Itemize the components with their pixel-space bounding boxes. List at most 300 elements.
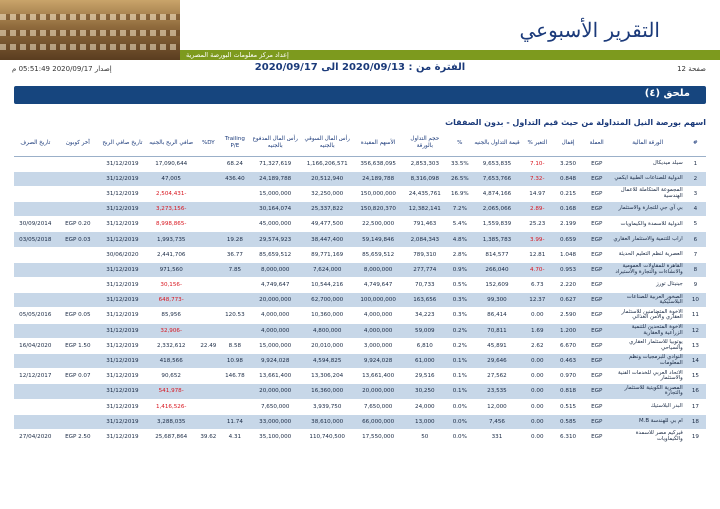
table-cell: 26.5%: [447, 171, 472, 186]
table-cell: [14, 262, 57, 277]
table-cell: [14, 247, 57, 262]
table-cell: 32,250,000: [301, 186, 354, 201]
table-cell: 0.215: [553, 186, 583, 201]
table-cell: 29,574,923: [250, 232, 301, 247]
table-cell: 2.8%: [447, 247, 472, 262]
table-cell: 62,700,000: [301, 293, 354, 308]
table-cell: 31/12/2019: [99, 293, 146, 308]
table-cell: 971,560: [146, 262, 197, 277]
column-header: تاريخ الصرف: [14, 130, 57, 156]
table-row: [14, 399, 706, 414]
table-cell: 277,774: [403, 262, 448, 277]
banner-strip: [180, 50, 720, 60]
table-cell: 14: [685, 353, 706, 368]
table-cell: EGP: [583, 384, 611, 399]
table-cell: [197, 156, 220, 171]
table-cell: 20,000,000: [354, 384, 403, 399]
table-cell: EGP: [583, 369, 611, 384]
table-cell: -30,156: [146, 278, 197, 293]
table-cell: EGP: [583, 186, 611, 201]
table-cell: 31/12/2019: [99, 399, 146, 414]
table-row: [14, 429, 706, 444]
table-cell: 16: [685, 384, 706, 399]
table-cell: EGP: [583, 202, 611, 217]
table-cell: 10,360,000: [301, 308, 354, 323]
table-cell: 0.9%: [447, 262, 472, 277]
table-cell: 2: [685, 171, 706, 186]
table-cell: EGP 0.05: [57, 308, 99, 323]
table-cell: 12/12/2017: [14, 369, 57, 384]
table-cell: الصخور العربية للصناعات البلاستيكية: [611, 293, 685, 308]
table-cell: EGP 2.50: [57, 429, 99, 444]
table-cell: 45,000,000: [250, 217, 301, 232]
table-cell: 0.627: [553, 293, 583, 308]
table-cell: 33.5%: [447, 156, 472, 171]
table-cell: 436.40: [220, 171, 250, 186]
table-cell: 31/12/2019: [99, 308, 146, 323]
table-cell: 3.250: [553, 156, 583, 171]
table-cell: 0.00: [521, 399, 553, 414]
table-cell: [220, 384, 250, 399]
table-cell: 22,500,000: [354, 217, 403, 232]
column-header: رأس المال السوقي بالجنيه: [301, 130, 354, 156]
table-cell: اراب للتنمية والاستثمار العقاري: [611, 232, 685, 247]
table-cell: 0.168: [553, 202, 583, 217]
table-cell: 45,891: [473, 338, 522, 353]
table-cell: 100,000,000: [354, 293, 403, 308]
table-cell: 6: [685, 232, 706, 247]
table-cell: 0.2%: [447, 323, 472, 338]
table-cell: [14, 353, 57, 368]
table-cell: [57, 414, 99, 429]
table-cell: [197, 353, 220, 368]
table-cell: 0.2%: [447, 338, 472, 353]
table-cell: 03/05/2018: [14, 232, 57, 247]
table-cell: 86,414: [473, 308, 522, 323]
table-cell: [197, 414, 220, 429]
table-cell: 71,327,619: [250, 156, 301, 171]
table-cell: 12,382,141: [403, 202, 448, 217]
table-cell: [197, 384, 220, 399]
exchange-floor-photo: [0, 0, 180, 60]
table-cell: -2.89: [521, 202, 553, 217]
table-cell: EGP: [583, 414, 611, 429]
table-cell: فيركيم مصر للاسمدة والكيماويات: [611, 429, 685, 444]
column-header: صافي الربح بالجنيه: [146, 130, 197, 156]
table-cell: 6,810: [403, 338, 448, 353]
table-cell: الاتحاد العربي للخدمات الفنية والاستثمار: [611, 369, 685, 384]
column-header: إقفال: [553, 130, 583, 156]
table-cell: 9,924,028: [354, 353, 403, 368]
table-cell: 0.953: [553, 262, 583, 277]
table-row: [14, 217, 706, 232]
table-cell: 19: [685, 429, 706, 444]
column-header: حجم التداول بالورقة: [403, 130, 448, 156]
table-cell: 31/12/2019: [99, 262, 146, 277]
table-cell: 3,000,000: [354, 338, 403, 353]
table-cell: [14, 384, 57, 399]
table-cell: [57, 202, 99, 217]
table-cell: 1,559,839: [473, 217, 522, 232]
page-number: صفحة 12: [677, 65, 706, 73]
table-cell: 31/12/2019: [99, 338, 146, 353]
table-cell: EGP: [583, 429, 611, 444]
table-cell: المصرية الكويتية للاستثمار والتجارة: [611, 384, 685, 399]
table-cell: EGP: [583, 171, 611, 186]
table-cell: 17,550,000: [354, 429, 403, 444]
table-cell: 31/12/2019: [99, 429, 146, 444]
table-cell: 0.515: [553, 399, 583, 414]
column-header: الورقة المالية: [611, 130, 685, 156]
table-cell: 11: [685, 308, 706, 323]
table-cell: 1.048: [553, 247, 583, 262]
table-cell: 15: [685, 369, 706, 384]
table-cell: 12,000: [473, 399, 522, 414]
table-cell: 47,005: [146, 171, 197, 186]
table-cell: 18: [685, 414, 706, 429]
table-cell: 90,652: [146, 369, 197, 384]
table-cell: [14, 323, 57, 338]
table-cell: 38,610,000: [301, 414, 354, 429]
table-cell: 89,771,169: [301, 247, 354, 262]
table-cell: 6.73: [521, 278, 553, 293]
table-cell: 10: [685, 293, 706, 308]
table-cell: 7,456: [473, 414, 522, 429]
table-cell: الاخوة المتضامنين للاستثمار العقاري والأمن الغذائي: [611, 308, 685, 323]
table-cell: 13,661,400: [354, 369, 403, 384]
table-cell: 331: [473, 429, 522, 444]
table-cell: 50: [403, 429, 448, 444]
table-row: [14, 369, 706, 384]
table-cell: 99,300: [473, 293, 522, 308]
table-cell: EGP: [583, 399, 611, 414]
column-header: العملة: [583, 130, 611, 156]
table-cell: 27/04/2020: [14, 429, 57, 444]
table-cell: [220, 217, 250, 232]
table-row: [14, 414, 706, 429]
table-cell: 2.62: [521, 338, 553, 353]
table-cell: [57, 262, 99, 277]
table-cell: [14, 156, 57, 171]
table-cell: 6.670: [553, 338, 583, 353]
table-row: [14, 278, 706, 293]
table-cell: 4: [685, 202, 706, 217]
table-cell: 31/12/2019: [99, 323, 146, 338]
table-cell: 20,000,000: [250, 293, 301, 308]
table-cell: 0.970: [553, 369, 583, 384]
table-cell: 3: [685, 186, 706, 201]
column-header: رأس المال المدفوع بالجنيه: [250, 130, 301, 156]
table-cell: EGP: [583, 338, 611, 353]
table-cell: 4,749,647: [250, 278, 301, 293]
table-row: [14, 293, 706, 308]
table-cell: EGP: [583, 308, 611, 323]
report-banner: [0, 0, 720, 60]
table-cell: 9: [685, 278, 706, 293]
table-cell: EGP: [583, 217, 611, 232]
table-row: [14, 232, 706, 247]
table-cell: 30/06/2020: [99, 247, 146, 262]
table-cell: [57, 186, 99, 201]
table-cell: 61,000: [403, 353, 448, 368]
table-cell: [57, 293, 99, 308]
table-cell: 30/09/2014: [14, 217, 57, 232]
table-cell: EGP: [583, 156, 611, 171]
table-cell: 2.199: [553, 217, 583, 232]
table-row: [14, 186, 706, 201]
table-cell: 15,000,000: [250, 186, 301, 201]
table-cell: -4.70: [521, 262, 553, 277]
table-cell: 14.97: [521, 186, 553, 201]
table-cell: 3,288,035: [146, 414, 197, 429]
table-cell: [197, 293, 220, 308]
table-cell: 59,009: [403, 323, 448, 338]
table-cell: -8,998,865: [146, 217, 197, 232]
table-cell: [57, 399, 99, 414]
table-cell: 7.2%: [447, 202, 472, 217]
table-cell: -7.10: [521, 156, 553, 171]
table-cell: 7,624,000: [301, 262, 354, 277]
table-cell: 35,100,000: [250, 429, 301, 444]
table-cell: جينيتال تورز: [611, 278, 685, 293]
table-cell: 16,360,000: [301, 384, 354, 399]
table-cell: 5: [685, 217, 706, 232]
table-cell: EGP: [583, 262, 611, 277]
table-cell: 25,687,864: [146, 429, 197, 444]
table-cell: 1,166,206,571: [301, 156, 354, 171]
table-cell: [14, 399, 57, 414]
table-row: [14, 171, 706, 186]
table-cell: 33,000,000: [250, 414, 301, 429]
table-cell: [57, 278, 99, 293]
table-cell: 9,924,028: [250, 353, 301, 368]
table-cell: -3,273,156: [146, 202, 197, 217]
column-header: آخر كوبون: [57, 130, 99, 156]
table-cell: EGP 0.03: [57, 232, 99, 247]
table-cell: 266,040: [473, 262, 522, 277]
table-cell: [57, 384, 99, 399]
table-cell: 110,740,500: [301, 429, 354, 444]
table-cell: 10,544,216: [301, 278, 354, 293]
column-header: %: [447, 130, 472, 156]
table-cell: 0.00: [521, 414, 553, 429]
table-cell: 31/12/2019: [99, 278, 146, 293]
table-cell: 05/05/2016: [14, 308, 57, 323]
column-header: #: [685, 130, 706, 156]
column-header: تاريخ صافي الربح: [99, 130, 146, 156]
table-cell: 13,306,204: [301, 369, 354, 384]
table-cell: 85,956: [146, 308, 197, 323]
table-cell: 0.00: [521, 369, 553, 384]
table-cell: [197, 323, 220, 338]
table-cell: [14, 278, 57, 293]
table-cell: العصرية لنظم التعليم الحديثة: [611, 247, 685, 262]
table-cell: 39.62: [197, 429, 220, 444]
table-cell: 6.310: [553, 429, 583, 444]
table-cell: [220, 399, 250, 414]
table-cell: 0.659: [553, 232, 583, 247]
table-cell: 7,653,766: [473, 171, 522, 186]
table-cell: 4,000,000: [250, 323, 301, 338]
table-cell: 418,566: [146, 353, 197, 368]
table-cell: المجموعة المتكاملة للاعمال الهندسية: [611, 186, 685, 201]
table-cell: 31/12/2019: [99, 202, 146, 217]
table-cell: 356,638,095: [354, 156, 403, 171]
table-cell: [220, 186, 250, 201]
table-cell: 12: [685, 323, 706, 338]
table-cell: 27,562: [473, 369, 522, 384]
table-cell: البدر البلاستيك: [611, 399, 685, 414]
table-cell: 0.3%: [447, 308, 472, 323]
table-cell: -1,416,526: [146, 399, 197, 414]
table-cell: 13,000: [403, 414, 448, 429]
table-cell: 150,000,000: [354, 186, 403, 201]
table-cell: 163,656: [403, 293, 448, 308]
table-cell: [57, 353, 99, 368]
table-cell: [57, 247, 99, 262]
table-cell: [197, 186, 220, 201]
table-row: [14, 262, 706, 277]
table-cell: 16/04/2020: [14, 338, 57, 353]
table-cell: 7.85: [220, 262, 250, 277]
table-cell: EGP 1.50: [57, 338, 99, 353]
table-row: [14, 384, 706, 399]
table-cell: [220, 202, 250, 217]
table-cell: [57, 171, 99, 186]
table-cell: 66,000,000: [354, 414, 403, 429]
table-cell: 10.98: [220, 353, 250, 368]
trading-table: [14, 130, 706, 445]
table-cell: -2,504,431: [146, 186, 197, 201]
table-cell: 17,090,644: [146, 156, 197, 171]
table-cell: 34,223: [403, 308, 448, 323]
table-row: [14, 353, 706, 368]
table-body: [14, 156, 706, 445]
table-cell: 0.5%: [447, 278, 472, 293]
table-cell: 0.1%: [447, 384, 472, 399]
table-cell: [197, 278, 220, 293]
table-cell: 31/12/2019: [99, 171, 146, 186]
table-cell: 8,316,098: [403, 171, 448, 186]
table-row: [14, 247, 706, 262]
table-cell: 24,000: [403, 399, 448, 414]
table-cell: [197, 202, 220, 217]
table-cell: 23,535: [473, 384, 522, 399]
table-cell: 68.24: [220, 156, 250, 171]
table-cell: 0.0%: [447, 429, 472, 444]
table-cell: 4,874,166: [473, 186, 522, 201]
table-cell: 4,000,000: [250, 308, 301, 323]
table-cell: 0.0%: [447, 414, 472, 429]
table-cell: 791,463: [403, 217, 448, 232]
table-cell: سيلد ميديكال: [611, 156, 685, 171]
table-cell: 2,065,066: [473, 202, 522, 217]
table-cell: 31/12/2019: [99, 232, 146, 247]
table-cell: EGP: [583, 323, 611, 338]
table-cell: 4,800,000: [301, 323, 354, 338]
table-cell: 1.200: [553, 323, 583, 338]
annex-bar: [14, 86, 706, 104]
issue-date: إصدار 2020/09/17 05:51:49 م: [12, 65, 112, 73]
table-cell: 30,250: [403, 384, 448, 399]
table-cell: 0.00: [521, 308, 553, 323]
table-cell: القاهرة للمقاولات العمومية والانشاءات والتجارة والاستيراد: [611, 262, 685, 277]
table-cell: 8,000,000: [250, 262, 301, 277]
table-cell: [197, 247, 220, 262]
table-cell: 59,149,846: [354, 232, 403, 247]
table-cell: 146.78: [220, 369, 250, 384]
table-cell: [14, 171, 57, 186]
table-cell: 13,661,400: [250, 369, 301, 384]
table-cell: 2,441,706: [146, 247, 197, 262]
column-header: Trailing P/E: [220, 130, 250, 156]
table-cell: 120.53: [220, 308, 250, 323]
table-cell: 8: [685, 262, 706, 277]
table-cell: 30,164,074: [250, 202, 301, 217]
table-cell: الدولية للاسمدة والكيماويات: [611, 217, 685, 232]
table-cell: 5.4%: [447, 217, 472, 232]
table-cell: 25.23: [521, 217, 553, 232]
table-cell: 8.58: [220, 338, 250, 353]
table-row: [14, 308, 706, 323]
table-cell: [197, 399, 220, 414]
table-cell: 2,084,343: [403, 232, 448, 247]
table-cell: 0.585: [553, 414, 583, 429]
report-subtitle: إعداد مركز معلومات البورصة المصرية: [186, 51, 289, 59]
table-cell: 17: [685, 399, 706, 414]
table-cell: 49,477,500: [301, 217, 354, 232]
table-cell: 0.00: [521, 384, 553, 399]
table-cell: 4.8%: [447, 232, 472, 247]
table-header-row: [14, 130, 706, 156]
report-period: الفترة من : 2020/09/13 الى 2020/09/17: [254, 62, 466, 73]
table-cell: 24,435,761: [403, 186, 448, 201]
table-cell: 3,939,750: [301, 399, 354, 414]
column-header: التغير %: [521, 130, 553, 156]
table-cell: [197, 308, 220, 323]
table-cell: 2.220: [553, 278, 583, 293]
table-cell: 0.00: [521, 429, 553, 444]
table-cell: 1: [685, 156, 706, 171]
table-cell: يوتوبيا للاستثمار العقاري والسياحي: [611, 338, 685, 353]
table-cell: 70,733: [403, 278, 448, 293]
table-cell: 31/12/2019: [99, 414, 146, 429]
table-cell: 25,337,822: [301, 202, 354, 217]
table-cell: [197, 262, 220, 277]
table-cell: 85,659,512: [354, 247, 403, 262]
table-cell: 29,516: [403, 369, 448, 384]
table-cell: ام بي للهندسة M.B: [611, 414, 685, 429]
table-cell: 11.74: [220, 414, 250, 429]
table-cell: 13: [685, 338, 706, 353]
table-cell: 70,811: [473, 323, 522, 338]
table-cell: 20,000,000: [250, 384, 301, 399]
column-header: الأسهم المقيدة: [354, 130, 403, 156]
table-cell: EGP 0.20: [57, 217, 99, 232]
table-cell: [220, 278, 250, 293]
table-cell: 4,749,647: [354, 278, 403, 293]
table-cell: [197, 171, 220, 186]
table-cell: 7: [685, 247, 706, 262]
table-cell: 4,594,825: [301, 353, 354, 368]
table-cell: EGP: [583, 278, 611, 293]
table-cell: 31/12/2019: [99, 156, 146, 171]
table-cell: 24,189,788: [354, 171, 403, 186]
table-cell: [14, 293, 57, 308]
table-cell: 22.49: [197, 338, 220, 353]
table-cell: 38,447,400: [301, 232, 354, 247]
table-cell: [197, 369, 220, 384]
